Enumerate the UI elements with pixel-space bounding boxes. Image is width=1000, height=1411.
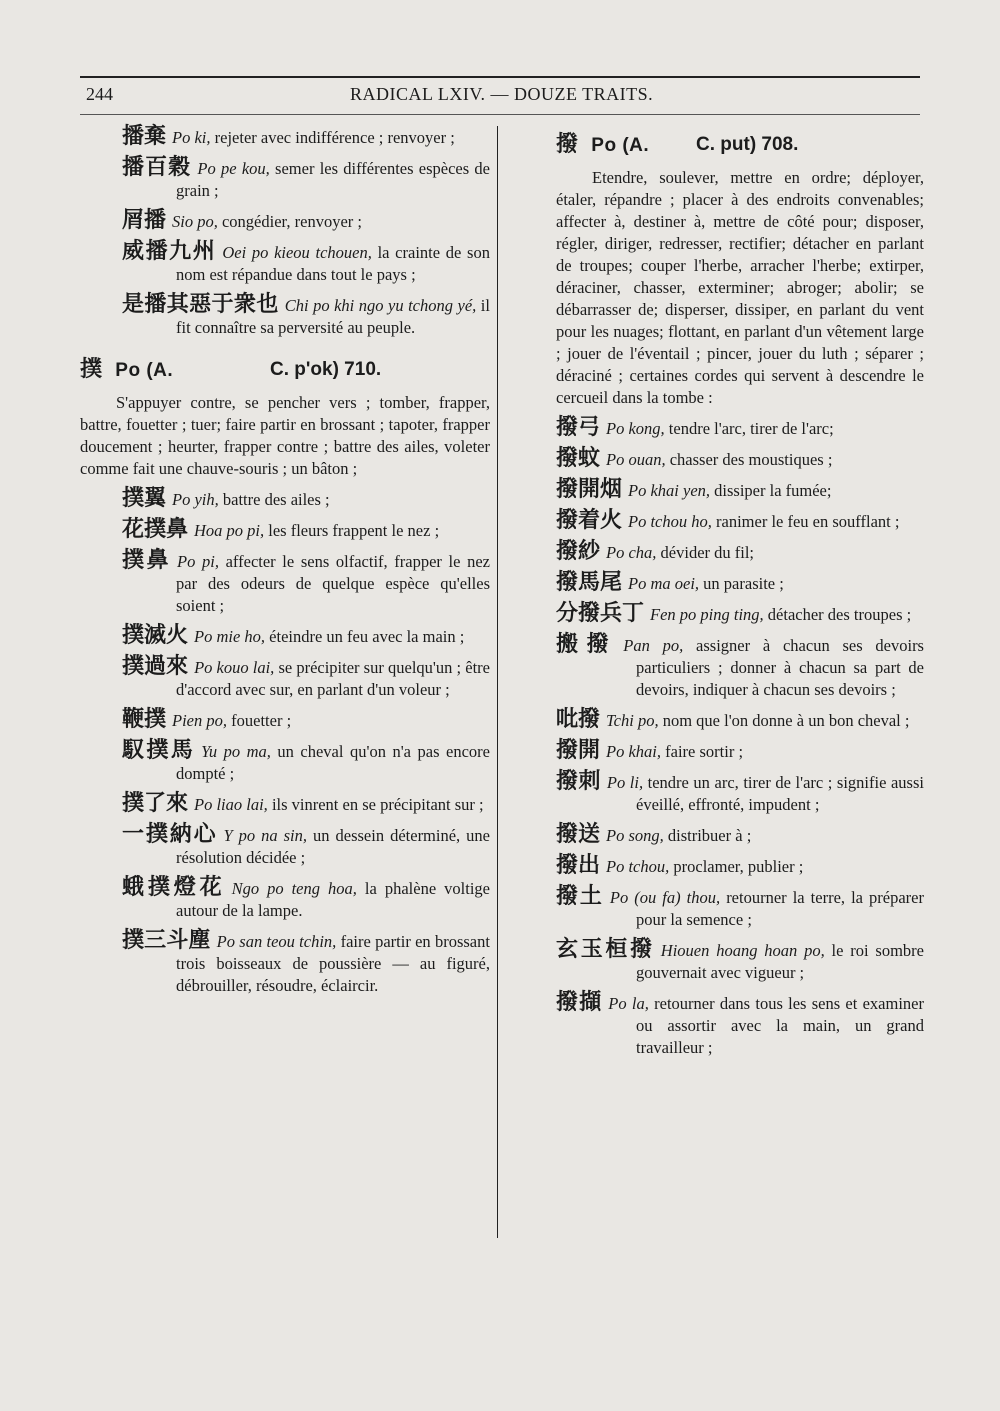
right-column [556, 126, 924, 1067]
heading-pinyin: Po (A. [591, 135, 650, 156]
entry-romanization: Po liao lai, [194, 795, 268, 814]
entry-chinese-characters: 威播九州 [122, 239, 217, 264]
dictionary-entry [80, 294, 490, 339]
entry-chinese-characters: 鞭撲 [122, 707, 167, 732]
dictionary-entry [80, 930, 490, 997]
entry-chinese-characters: 撥蚊 [556, 446, 601, 471]
dictionary-entry [80, 625, 490, 648]
entry-romanization: Oei po kieou tchouen, [222, 243, 372, 262]
entry-chinese-characters: 撥紗 [556, 539, 601, 564]
entry-gloss: rejeter avec indifférence ; renvoyer ; [210, 128, 455, 147]
entry-gloss: tendre l'arc, tirer de l'arc; [664, 419, 834, 438]
entry-chinese-characters: 撥土 [556, 884, 604, 909]
column-divider [497, 126, 498, 1238]
entry-gloss: ranimer le feu en soufflant ; [711, 512, 900, 531]
entry-romanization: Hoa po pi, [194, 521, 265, 540]
heading-code: C. p'ok) 710. [270, 359, 382, 380]
entry-chinese-characters: 撥弓 [556, 415, 601, 440]
dictionary-entry [80, 157, 490, 202]
dictionary-entry [556, 771, 924, 816]
entry-gloss: se précipiter sur quelqu'un ; être d'accord avec sur, en parlant d'un voleur ; [176, 658, 490, 699]
entry-chinese-characters: 一撲納心 [122, 822, 218, 847]
entry-chinese-characters: 撥馬尾 [556, 570, 623, 595]
entry-gloss: éteindre un feu avec la main ; [265, 627, 465, 646]
entry-romanization: Po tchou ho, [628, 512, 712, 531]
dictionary-entry [556, 603, 924, 626]
dictionary-entry [80, 550, 490, 617]
heading-character: 撲 [80, 357, 103, 382]
entry-chinese-characters: 蛾撲燈花 [122, 875, 226, 900]
dictionary-entry [556, 709, 924, 732]
header-rule-bottom [80, 114, 920, 115]
entry-gloss: nom que l'on donne à un bon cheval ; [658, 711, 910, 730]
entry-chinese-characters: 撲翼 [122, 486, 167, 511]
entry-chinese-characters: 花撲鼻 [122, 517, 189, 542]
dictionary-entry [556, 541, 924, 564]
entry-chinese-characters: 撲三斗塵 [122, 928, 211, 953]
entry-gloss: distribuer à ; [663, 826, 752, 845]
entry-romanization: Po ma oei, [628, 574, 700, 593]
entry-romanization: Po khai, [606, 742, 662, 761]
heading-code: C. put) 708. [696, 134, 799, 155]
dictionary-entry [556, 572, 924, 595]
dictionary-entry [556, 824, 924, 847]
entry-chinese-characters: 撥出 [556, 853, 601, 878]
entry-chinese-characters: 玄玉桓撥 [556, 937, 655, 962]
dictionary-entry [556, 886, 924, 931]
entry-gloss: la phalène voltige autour de la lampe. [176, 879, 490, 920]
entry-romanization: Po (ou fa) thou, [609, 888, 721, 907]
entry-romanization: Po ouan, [606, 450, 666, 469]
dictionary-entry [80, 519, 490, 542]
entry-gloss: il fit connaître sa perversité au peuple. [176, 296, 490, 337]
entry-romanization: Po song, [606, 826, 664, 845]
entry-gloss: un dessein déterminé, une résolution décidée ; [176, 826, 490, 867]
entry-gloss: battre des ailes ; [218, 490, 330, 509]
header-rule-top [80, 76, 920, 78]
entry-gloss: congédier, renvoyer ; [217, 212, 362, 231]
heading-character: 撥 [556, 132, 579, 157]
entry-gloss: assigner à chacun ses devoirs particuliers ; donner à chacun sa part de devoirs, indiquer à chacun ses devoirs ; [636, 636, 924, 699]
entry-romanization: Po la, [608, 994, 649, 1013]
entry-chinese-characters: 撲鼻 [122, 548, 172, 573]
entry-chinese-characters: 播百穀 [122, 155, 192, 180]
dictionary-entry [80, 126, 490, 149]
entry-chinese-characters: 分撥兵丁 [556, 601, 645, 626]
dictionary-entry [556, 479, 924, 502]
entry-chinese-characters: 撥着火 [556, 508, 623, 533]
entry-gloss: un parasite ; [699, 574, 784, 593]
entry-gloss: proclamer, publier ; [669, 857, 804, 876]
entry-gloss: les fleurs frappent le nez ; [264, 521, 440, 540]
entry-gloss: tendre un arc, tirer de l'arc ; signifie aussi éveillé, effronté, impudent ; [636, 773, 924, 814]
entry-romanization: Tchi po, [606, 711, 659, 730]
entry-romanization: Pien po, [172, 711, 228, 730]
entry-gloss: chasser des moustiques ; [665, 450, 833, 469]
dictionary-entry [80, 709, 490, 732]
entry-romanization: Po kouo lai, [194, 658, 275, 677]
entry-romanization: Po kong, [606, 419, 665, 438]
dictionary-entry [80, 824, 490, 869]
dictionary-entry [80, 877, 490, 922]
dictionary-entry [80, 740, 490, 785]
dictionary-entry [556, 634, 924, 701]
entry-gloss: retourner la terre, la préparer pour la semence ; [636, 888, 924, 929]
page-number: 244 [86, 84, 113, 104]
dictionary-entry [556, 510, 924, 533]
entry-romanization: Po mie ho, [194, 627, 266, 646]
dictionary-entry [556, 855, 924, 878]
entry-chinese-characters: 撥擷 [556, 990, 603, 1015]
entry-gloss: semer les différentes espèces de grain ; [176, 159, 490, 200]
left-entries-a [80, 126, 490, 339]
dictionary-entry [556, 417, 924, 440]
entry-romanization: Po pi, [177, 552, 219, 571]
entry-romanization: Po pe kou, [197, 159, 270, 178]
entry-romanization: Po san teou tchin, [216, 932, 337, 951]
dictionary-entry [80, 241, 490, 286]
entry-gloss: la crainte de son nom est répandue dans tout le pays ; [176, 243, 490, 284]
entry-romanization: Yu po ma, [201, 742, 271, 761]
entry-romanization: Po ki, [172, 128, 211, 147]
entry-chinese-characters: 是播其惡于衆也 [122, 292, 279, 317]
entry-gloss: détacher des troupes ; [763, 605, 912, 624]
entry-romanization: Pan po, [623, 636, 684, 655]
entry-gloss: un cheval qu'on n'a pas encore dompté ; [176, 742, 490, 783]
entry-romanization: Y po na sin, [223, 826, 308, 845]
left-entry-heading [80, 359, 490, 382]
entry-romanization: Fen po ping ting, [650, 605, 764, 624]
dictionary-entry [80, 210, 490, 233]
entry-romanization: Po yih, [172, 490, 219, 509]
heading-pinyin: Po (A. [115, 360, 174, 381]
entry-romanization: Hiouen hoang hoan po, [660, 941, 825, 960]
entry-romanization: Sio po, [172, 212, 218, 231]
entry-romanization: Chi po khi ngo yu tchong yé, [284, 296, 477, 315]
entry-chinese-characters: 撲過來 [122, 654, 189, 679]
entry-gloss: fouetter ; [227, 711, 292, 730]
entry-romanization: Po tchou, [606, 857, 670, 876]
entry-gloss: affecter le sens olfactif, frapper le nez par des odeurs de quelque espèce qu'elles soient ; [176, 552, 490, 615]
entry-chinese-characters: 播棄 [122, 124, 167, 149]
entry-chinese-characters: 馭撲馬 [122, 738, 196, 763]
left-column [80, 126, 490, 1005]
entry-gloss: retourner dans tous les sens et examiner ou assortir avec la main, un grand travailleur ; [636, 994, 924, 1057]
entry-romanization: Po cha, [606, 543, 657, 562]
entry-chinese-characters: 屑播 [122, 208, 167, 233]
right-definition: Etendre, soulever, mettre en ordre; déployer, étaler, répandre ; placer à des endroits convenables; affecter à, destiner à, mettre de côté pour; disposer, régler, diriger, redresser, rectifier; détacher en parlant de troupes; couper l'herbe, arracher l'herbe; extirper, déraciner, chasser, exterminer; abroger; abolir; se débarrasser de; disperser, dissiper, en parlant du vent pour les nuages; flottant, en parlant d'un vêtement large ; jouer de l'éventail ; pincer, jouer du luth ; séparer ; déraciné ; certaines cordes qui servent à descendre le cercueil dans la tombe : [556, 168, 924, 407]
dictionary-entry [80, 793, 490, 816]
dictionary-entry [80, 656, 490, 701]
entry-chinese-characters: 撥開 [556, 738, 601, 763]
entry-gloss: faire sortir ; [661, 742, 744, 761]
entry-romanization: Po li, [606, 773, 644, 792]
entry-gloss: dévider du fil; [656, 543, 755, 562]
entry-gloss: faire partir en brossant trois boisseaux de poussière — au figuré, débrouiller, résoudre, éclaircir. [176, 932, 490, 995]
dictionary-entry [556, 740, 924, 763]
entry-chinese-characters: 撥開烟 [556, 477, 623, 502]
entry-chinese-characters: 撥送 [556, 822, 601, 847]
entry-romanization: Ngo po teng hoa, [231, 879, 357, 898]
dictionary-entry [80, 488, 490, 511]
dictionary-entry [556, 448, 924, 471]
dictionary-entry [556, 992, 924, 1059]
entry-gloss: le roi sombre gouvernait avec vigueur ; [636, 941, 924, 982]
dictionary-entry [556, 939, 924, 984]
right-entry-heading [556, 134, 924, 157]
entry-romanization: Po khai yen, [628, 481, 711, 500]
entry-gloss: ils vinrent en se précipitant sur ; [267, 795, 484, 814]
right-entries [556, 417, 924, 1059]
running-title: RADICAL LXIV. — DOUZE TRAITS. [350, 84, 654, 104]
entry-gloss: dissiper la fumée; [710, 481, 832, 500]
entry-chinese-characters: 撲滅火 [122, 623, 189, 648]
entry-chinese-characters: 撥刺 [556, 769, 601, 794]
left-entries-b [80, 488, 490, 997]
left-definition: S'appuyer contre, se pencher vers ; tomber, frapper, battre, fouetter ; tuer; faire partir en brossant ; tapoter, frapper doucement ; heurter, frapper contre ; battre des ailes, voleter comme fait une chauve-souris ; un bâton ; [80, 393, 490, 478]
entry-chinese-characters: 撲了來 [122, 791, 189, 816]
entry-chinese-characters: 吡撥 [556, 707, 601, 732]
entry-chinese-characters: 搬撥 [556, 632, 618, 657]
